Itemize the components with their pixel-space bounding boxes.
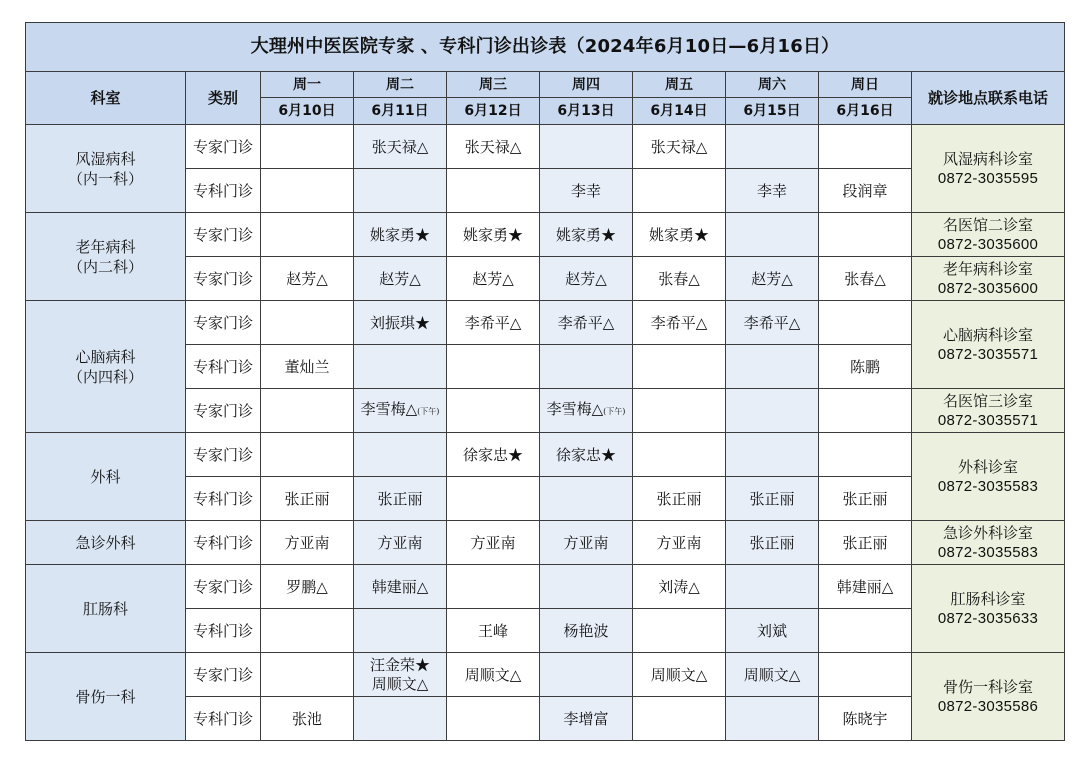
- doctor-cell-thu: 赵芳△: [540, 257, 633, 301]
- header-date-thu: 6月13日: [540, 98, 633, 125]
- location-room: 心脑病科诊室: [943, 325, 1034, 344]
- header-date-sun: 6月16日: [819, 98, 912, 125]
- location-cell: [912, 653, 1065, 741]
- doctor-cell-sat: 刘斌: [726, 609, 819, 653]
- doctor-cell-wed: 姚家勇★: [447, 213, 540, 257]
- doctor-cell-mon: 罗鹏△: [261, 565, 354, 609]
- location-cell: [912, 125, 1065, 213]
- doctor-cell-fri: 张天禄△: [633, 125, 726, 169]
- doctor-cell-mon: [261, 213, 354, 257]
- doctor-cell-sun: [819, 213, 912, 257]
- header-weekday-fri: 周五: [633, 72, 726, 98]
- doctor-cell-mon: 赵芳△: [261, 257, 354, 301]
- location-room: 骨伤一科诊室: [943, 677, 1034, 696]
- doctor-cell-thu: [540, 653, 633, 697]
- header-date-tue: 6月11日: [354, 98, 447, 125]
- doctor-cell-wed: 徐家忠★: [447, 433, 540, 477]
- header-dept: 科室: [26, 72, 186, 125]
- doctor-cell-thu: 方亚南: [540, 521, 633, 565]
- header-date-fri: 6月14日: [633, 98, 726, 125]
- doctor-cell-sat: 李幸: [726, 169, 819, 213]
- doctor-cell-sun: [819, 653, 912, 697]
- header-weekday-sat: 周六: [726, 72, 819, 98]
- doctor-cell-fri: 李希平△: [633, 301, 726, 345]
- doctor-cell-thu: 李幸: [540, 169, 633, 213]
- doctor-cell-thu: [540, 345, 633, 389]
- location-room: 肛肠科诊室: [950, 589, 1026, 608]
- header-type: 类别: [186, 72, 261, 125]
- location-cell: [912, 257, 1065, 301]
- doctor-cell-mon: 张池: [261, 697, 354, 741]
- doctor-cell-sat: [726, 345, 819, 389]
- afternoon-note: (下午): [603, 407, 626, 416]
- doctor-cell-sat: 张正丽: [726, 521, 819, 565]
- doctor-cell-thu: [540, 477, 633, 521]
- doctor-cell-sun: 陈晓宇: [819, 697, 912, 741]
- doctor-cell-fri: 张春△: [633, 257, 726, 301]
- doctor-cell-mon: 方亚南: [261, 521, 354, 565]
- schedule-row: [26, 125, 1065, 169]
- header-weekday-tue: 周二: [354, 72, 447, 98]
- dept-subname: （内二科）: [67, 257, 143, 276]
- dept-cell: [26, 125, 186, 213]
- location-phone: 0872-3035595: [937, 169, 1039, 187]
- location-phone: 0872-3035571: [937, 411, 1039, 429]
- doctor-cell-tue: 韩建丽△: [354, 565, 447, 609]
- doctor-cell-fri: 姚家勇★: [633, 213, 726, 257]
- doctor-cell-mon: [261, 301, 354, 345]
- location-phone: 0872-3035600: [937, 235, 1039, 253]
- dept-name: 急诊外科: [75, 533, 136, 552]
- clinic-type: 专家门诊: [186, 257, 261, 301]
- doctor-name: 周顺文△: [371, 674, 429, 693]
- doctor-name: 汪金荣★: [369, 655, 430, 674]
- doctor-cell-fri: [633, 433, 726, 477]
- doctor-cell-tue: [354, 609, 447, 653]
- doctor-cell-sun: 段润章: [819, 169, 912, 213]
- clinic-type: 专家门诊: [186, 213, 261, 257]
- dept-cell: [26, 565, 186, 653]
- doctor-cell-sun: 陈鹏: [819, 345, 912, 389]
- dept-name: 肛肠科: [82, 599, 128, 618]
- doctor-cell-mon: [261, 609, 354, 653]
- location-cell: [912, 433, 1065, 521]
- location-cell: [912, 301, 1065, 389]
- dept-name: 外科: [90, 467, 121, 486]
- doctor-cell-thu: [540, 565, 633, 609]
- doctor-cell-sat: [726, 213, 819, 257]
- title-row: [26, 23, 1065, 72]
- schedule-row: [26, 653, 1065, 697]
- doctor-cell-sun: 张正丽: [819, 477, 912, 521]
- header-date-mon: 6月10日: [261, 98, 354, 125]
- doctor-cell-tue: 方亚南: [354, 521, 447, 565]
- doctor-cell-wed: 张天禄△: [447, 125, 540, 169]
- dept-name: 骨伤一科: [75, 687, 136, 706]
- doctor-cell-mon: [261, 653, 354, 697]
- doctor-cell-thu: 杨艳波: [540, 609, 633, 653]
- location-phone: 0872-3035600: [937, 279, 1039, 297]
- dept-name: 心脑病科: [75, 347, 136, 366]
- doctor-cell-thu: 姚家勇★: [540, 213, 633, 257]
- doctor-cell-tue: 姚家勇★: [354, 213, 447, 257]
- dept-name: 老年病科: [75, 237, 136, 256]
- doctor-cell-tue: 张正丽: [354, 477, 447, 521]
- location-room: 急诊外科诊室: [943, 523, 1034, 542]
- clinic-type: 专家门诊: [186, 433, 261, 477]
- schedule-row: [26, 301, 1065, 345]
- clinic-type: 专家门诊: [186, 653, 261, 697]
- doctor-cell-sun: 张正丽: [819, 521, 912, 565]
- doctor-cell-sat: 赵芳△: [726, 257, 819, 301]
- doctor-cell-mon: [261, 389, 354, 433]
- doctor-cell-sun: [819, 433, 912, 477]
- schedule-sheet: [25, 22, 1064, 741]
- doctor-cell-wed: 周顺文△: [447, 653, 540, 697]
- doctor-name: 李雪梅△: [360, 400, 418, 418]
- location-room: 外科诊室: [958, 457, 1019, 476]
- clinic-type: 专家门诊: [186, 301, 261, 345]
- clinic-type: 专科门诊: [186, 169, 261, 213]
- schedule-row: [26, 213, 1065, 257]
- doctor-cell-fri: 刘涛△: [633, 565, 726, 609]
- doctor-cell-wed: 方亚南: [447, 521, 540, 565]
- doctor-cell-fri: [633, 389, 726, 433]
- doctor-cell-thu: 李希平△: [540, 301, 633, 345]
- doctor-cell-wed: 李希平△: [447, 301, 540, 345]
- header-weekday-wed: 周三: [447, 72, 540, 98]
- location-phone: 0872-3035633: [937, 609, 1039, 627]
- doctor-cell-tue: [354, 653, 447, 697]
- clinic-type: 专科门诊: [186, 609, 261, 653]
- doctor-cell-sun: 张春△: [819, 257, 912, 301]
- doctor-cell-tue: [354, 345, 447, 389]
- doctor-cell-wed: [447, 697, 540, 741]
- location-cell: [912, 213, 1065, 257]
- doctor-name: 李雪梅△: [546, 400, 604, 418]
- doctor-cell-sat: 周顺文△: [726, 653, 819, 697]
- location-phone: 0872-3035586: [937, 697, 1039, 715]
- doctor-cell-thu: 徐家忠★: [540, 433, 633, 477]
- doctor-cell-fri: [633, 697, 726, 741]
- location-room: 名医馆三诊室: [943, 391, 1034, 410]
- dept-name: 风湿病科: [75, 149, 136, 168]
- doctor-cell-fri: 张正丽: [633, 477, 726, 521]
- clinic-type: 专科门诊: [186, 521, 261, 565]
- schedule-row: [26, 565, 1065, 609]
- doctor-cell-sun: [819, 609, 912, 653]
- dept-subname: （内四科）: [67, 367, 143, 386]
- doctor-cell-tue: 刘振琪★: [354, 301, 447, 345]
- header-weekday-sun: 周日: [819, 72, 912, 98]
- location-room: 名医馆二诊室: [943, 215, 1034, 234]
- doctor-cell-wed: [447, 169, 540, 213]
- doctor-cell-wed: [447, 345, 540, 389]
- doctor-cell-thu: [540, 125, 633, 169]
- doctor-cell-fri: [633, 609, 726, 653]
- doctor-cell-mon: 张正丽: [261, 477, 354, 521]
- doctor-cell-sat: [726, 433, 819, 477]
- header-location: 就诊地点联系电话: [912, 72, 1065, 125]
- doctor-cell-fri: [633, 169, 726, 213]
- doctor-cell-wed: [447, 477, 540, 521]
- doctor-cell-mon: 董灿兰: [261, 345, 354, 389]
- location-room: 老年病科诊室: [943, 259, 1034, 278]
- header-row-weekdays: [26, 72, 1065, 98]
- doctor-cell-mon: [261, 125, 354, 169]
- schedule-row: [26, 433, 1065, 477]
- dept-cell: [26, 433, 186, 521]
- doctor-cell-thu: 李增富: [540, 697, 633, 741]
- doctor-cell-sat: [726, 697, 819, 741]
- doctor-cell-wed: 赵芳△: [447, 257, 540, 301]
- page-title: 大理州中医医院专家 、专科门诊出诊表（2024年6月10日—6月16日）: [26, 23, 1065, 72]
- header-weekday-mon: 周一: [261, 72, 354, 98]
- location-phone: 0872-3035583: [937, 543, 1039, 561]
- doctor-cell-sun: [819, 125, 912, 169]
- location-cell: [912, 521, 1065, 565]
- dept-cell: [26, 653, 186, 741]
- doctor-cell-sun: [819, 301, 912, 345]
- doctor-cell-fri: [633, 345, 726, 389]
- location-phone: 0872-3035583: [937, 477, 1039, 495]
- doctor-cell-tue: 赵芳△: [354, 257, 447, 301]
- doctor-cell-sat: [726, 125, 819, 169]
- location-phone: 0872-3035571: [937, 345, 1039, 363]
- dept-cell: [26, 213, 186, 301]
- doctor-cell-tue: [354, 389, 447, 433]
- clinic-type: 专科门诊: [186, 697, 261, 741]
- location-cell: [912, 389, 1065, 433]
- location-cell: [912, 565, 1065, 653]
- doctor-cell-sat: 李希平△: [726, 301, 819, 345]
- doctor-cell-wed: 王峰: [447, 609, 540, 653]
- clinic-type: 专科门诊: [186, 345, 261, 389]
- clinic-type: 专家门诊: [186, 565, 261, 609]
- doctor-cell-sun: 韩建丽△: [819, 565, 912, 609]
- location-room: 风湿病科诊室: [943, 149, 1034, 168]
- doctor-cell-tue: [354, 433, 447, 477]
- doctor-cell-sat: [726, 389, 819, 433]
- schedule-table: [25, 22, 1065, 741]
- doctor-cell-tue: 张天禄△: [354, 125, 447, 169]
- header-weekday-thu: 周四: [540, 72, 633, 98]
- doctor-cell-tue: [354, 169, 447, 213]
- clinic-type: 专家门诊: [186, 389, 261, 433]
- dept-subname: （内一科）: [67, 169, 143, 188]
- clinic-type: 专科门诊: [186, 477, 261, 521]
- header-date-sat: 6月15日: [726, 98, 819, 125]
- afternoon-note: (下午): [417, 407, 440, 416]
- dept-cell: [26, 301, 186, 433]
- doctor-cell-sun: [819, 389, 912, 433]
- doctor-cell-mon: [261, 433, 354, 477]
- doctor-cell-tue: [354, 697, 447, 741]
- doctor-cell-sat: [726, 565, 819, 609]
- doctor-cell-sat: 张正丽: [726, 477, 819, 521]
- dept-cell: [26, 521, 186, 565]
- doctor-cell-fri: 方亚南: [633, 521, 726, 565]
- clinic-type: 专家门诊: [186, 125, 261, 169]
- header-date-wed: 6月12日: [447, 98, 540, 125]
- schedule-row: [26, 521, 1065, 565]
- doctor-cell-fri: 周顺文△: [633, 653, 726, 697]
- doctor-cell-wed: [447, 389, 540, 433]
- doctor-cell-mon: [261, 169, 354, 213]
- doctor-cell-wed: [447, 565, 540, 609]
- doctor-cell-thu: [540, 389, 633, 433]
